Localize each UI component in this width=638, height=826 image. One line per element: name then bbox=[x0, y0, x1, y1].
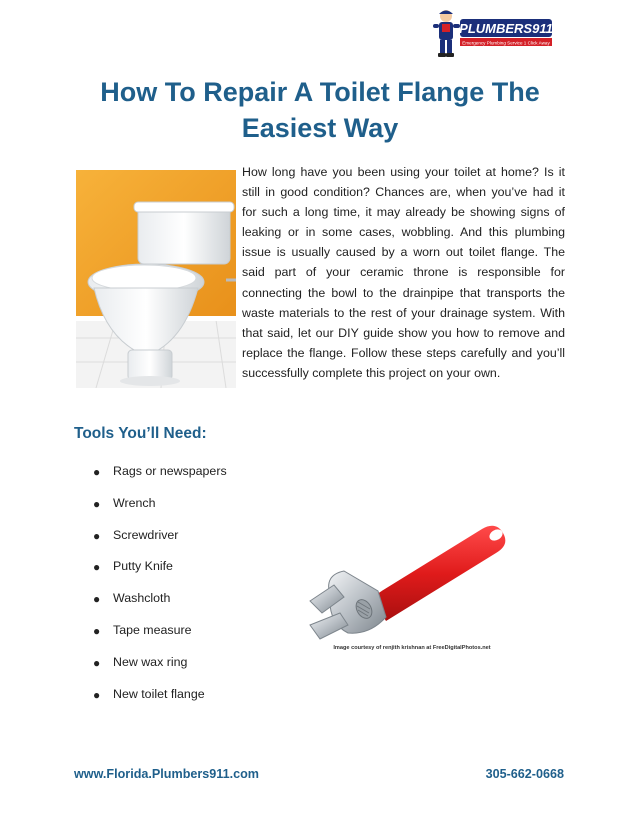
logo-tagline: Emergency Plumbing Service 1 Click Away bbox=[462, 40, 550, 46]
wrench-photo bbox=[300, 505, 524, 660]
list-item bbox=[93, 621, 227, 653]
bullet-icon: ● bbox=[93, 687, 101, 702]
logo-brand-text: PLUMBERS911 bbox=[459, 21, 553, 36]
footer-website-link[interactable]: www.Florida.Plumbers911.com bbox=[74, 767, 260, 781]
footer-phone-number: 305-662-0668 bbox=[485, 767, 564, 781]
tool-label: Screwdriver bbox=[113, 527, 179, 542]
list-item bbox=[93, 557, 227, 589]
bullet-icon: ● bbox=[93, 465, 101, 479]
tool-label: Putty Knife bbox=[113, 559, 173, 574]
list-item bbox=[93, 526, 227, 558]
bullet-icon: ● bbox=[93, 623, 101, 638]
list-item bbox=[93, 685, 227, 717]
tool-label: Rags or newspapers bbox=[113, 464, 227, 478]
list-item bbox=[93, 494, 227, 526]
tools-heading: Tools You’ll Need: bbox=[74, 425, 207, 442]
bullet-icon: ● bbox=[93, 592, 101, 607]
intro-paragraph: How long have you been using your toilet at home? Is it still in good condition? Chances are, when you’ve had it for such a long time, it may already be showing signs of leaking or in some cases, wobbling. And this plumbing issue is usually caused by a worn out toilet flange. The said part of your ceramic throne is responsible for connecting the bowl to the drainpipe that transports the waste materials to the rest of your drainage system. With that said, let our DIY guide show you how to remove and replace the flange. Follow these steps carefully and you’ll successfully complete this project on your own. bbox=[242, 165, 565, 380]
article-title: How To Repair A Toilet Flange The Easiest Way bbox=[100, 77, 540, 143]
bullet-icon: ● bbox=[93, 528, 101, 543]
wrench-caption: Image courtesy of renjith krishnan at FreeDigitalPhotos.net bbox=[333, 645, 491, 651]
list-item bbox=[93, 589, 227, 621]
plumber-mascot-icon bbox=[433, 10, 460, 57]
plumbers911-logo bbox=[428, 6, 556, 60]
tool-label: New wax ring bbox=[113, 654, 188, 669]
tool-label: Washcloth bbox=[113, 591, 171, 606]
tool-label: New toilet flange bbox=[113, 686, 205, 701]
toilet-photo bbox=[76, 170, 236, 388]
wrench-icon bbox=[310, 526, 505, 639]
bullet-icon: ● bbox=[93, 655, 101, 670]
bullet-icon: ● bbox=[93, 496, 101, 511]
tool-label: Tape measure bbox=[113, 622, 192, 637]
list-item bbox=[93, 462, 227, 494]
tools-list bbox=[93, 462, 227, 716]
bullet-icon: ● bbox=[93, 560, 101, 575]
list-item bbox=[93, 653, 227, 685]
tool-label: Wrench bbox=[113, 495, 156, 510]
